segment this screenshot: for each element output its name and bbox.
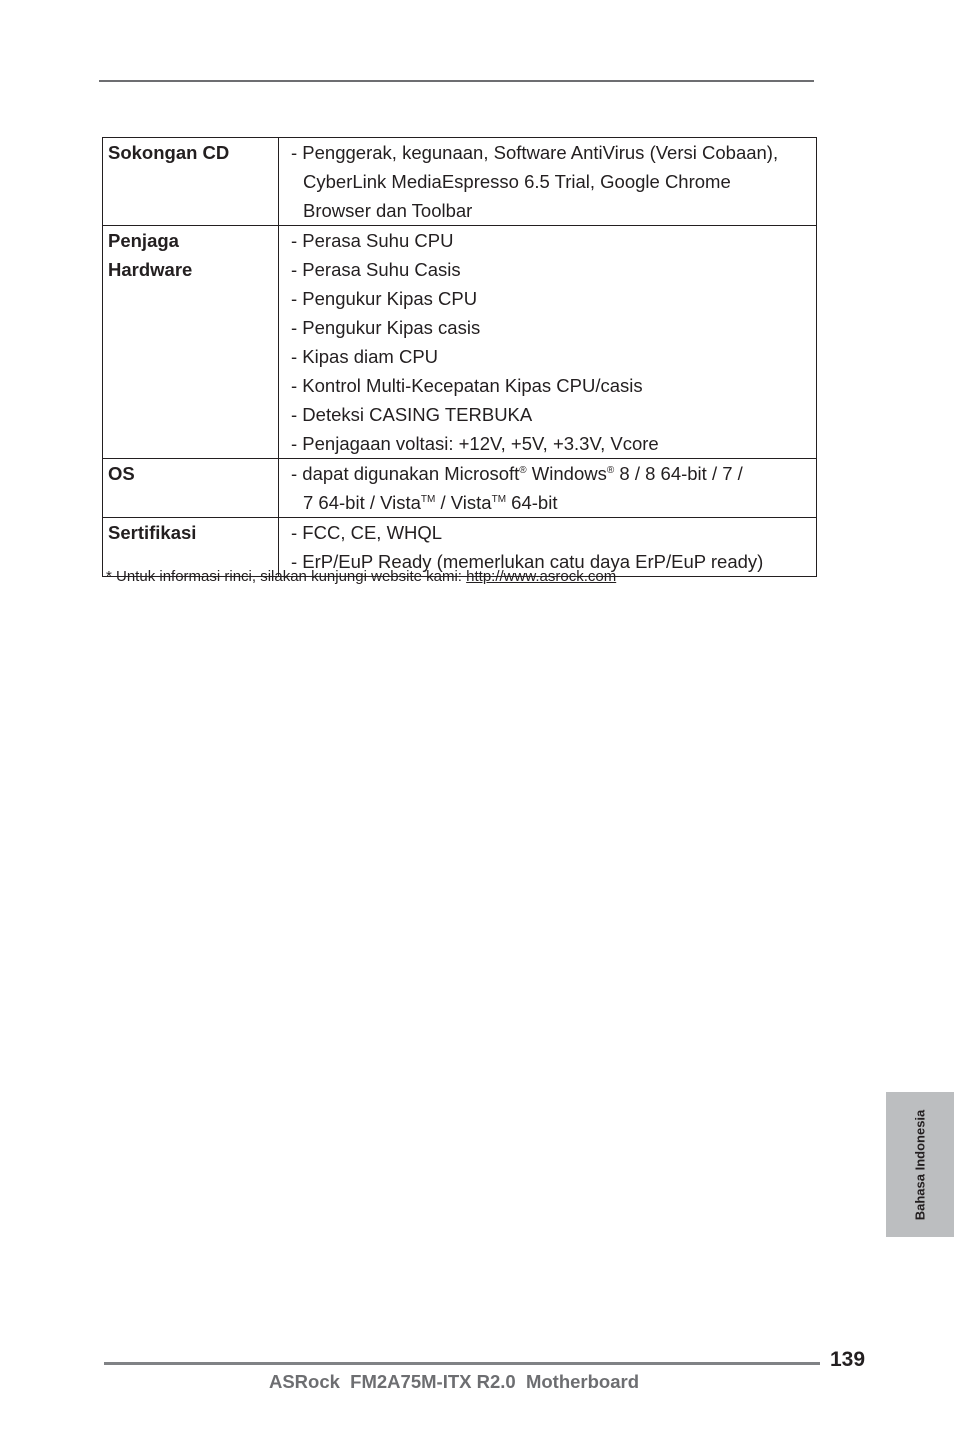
os-text: - dapat digunakan Microsoft bbox=[291, 463, 520, 484]
row-label bbox=[103, 226, 279, 459]
language-tab-label: Bahasa Indonesia bbox=[912, 1109, 928, 1220]
value-line: - Kontrol Multi-Kecepatan Kipas CPU/casis bbox=[291, 375, 643, 396]
website-link[interactable]: http://www.asrock.com bbox=[466, 568, 617, 585]
top-rule bbox=[99, 80, 814, 82]
footer-title bbox=[0, 1371, 954, 1393]
table-row bbox=[103, 459, 817, 518]
trademark-mark: TM bbox=[420, 494, 436, 505]
os-text: / Vista bbox=[435, 492, 492, 513]
table-row bbox=[103, 138, 817, 226]
trademark-mark: TM bbox=[491, 494, 507, 505]
row-values bbox=[279, 226, 817, 459]
footnote-text: * Untuk informasi rinci, silakan kunjungi website kami: bbox=[106, 568, 467, 585]
label-line: Penjaga bbox=[108, 230, 179, 251]
label-line: OS bbox=[108, 463, 135, 484]
value-line: - Deteksi CASING TERBUKA bbox=[291, 404, 533, 425]
value-line: - Pengukur Kipas casis bbox=[291, 317, 481, 338]
value-line: - Perasa Suhu CPU bbox=[291, 230, 454, 251]
os-text: Windows bbox=[526, 463, 607, 484]
footnote bbox=[106, 567, 616, 587]
row-values bbox=[279, 459, 817, 518]
registered-mark: ® bbox=[519, 465, 527, 476]
row-values bbox=[279, 138, 817, 226]
row-label bbox=[103, 138, 279, 226]
spec-table bbox=[102, 137, 817, 577]
value-line: - Penjagaan voltasi: +12V, +5V, +3.3V, Vcore bbox=[291, 433, 659, 454]
value-line bbox=[291, 459, 816, 488]
value-line bbox=[291, 488, 816, 517]
table-row bbox=[103, 226, 817, 459]
value-line: - FCC, CE, WHQL bbox=[291, 522, 443, 543]
os-text: 64-bit bbox=[506, 492, 558, 513]
label-line: Sokongan CD bbox=[108, 142, 230, 163]
page-number: 139 bbox=[830, 1348, 866, 1371]
value-line: - Pengukur Kipas CPU bbox=[291, 288, 478, 309]
registered-mark: ® bbox=[606, 465, 615, 476]
value-line: Browser dan Toolbar bbox=[303, 200, 473, 221]
os-text: 8 / 8 64-bit / 7 / bbox=[614, 463, 743, 484]
value-line: - Penggerak, kegunaan, Software AntiVirus (Versi Cobaan), bbox=[291, 142, 779, 163]
language-tab bbox=[886, 1092, 954, 1237]
value-line: - ErP/EuP Ready (memerlukan catu daya ErP/EuP ready) bbox=[291, 551, 764, 572]
label-line: Sertifikasi bbox=[108, 522, 197, 543]
value-line: - Perasa Suhu Casis bbox=[291, 259, 461, 280]
label-line: Hardware bbox=[108, 259, 193, 280]
os-text: 7 64-bit / Vista bbox=[303, 492, 421, 513]
bottom-rule bbox=[104, 1362, 820, 1365]
value-line: - Kipas diam CPU bbox=[291, 346, 439, 367]
row-label bbox=[103, 459, 279, 518]
value-line: CyberLink MediaEspresso 6.5 Trial, Google Chrome bbox=[303, 171, 731, 192]
footer-title-text: ASRock FM2A75M-ITX R2.0 Motherboard bbox=[268, 1371, 640, 1392]
